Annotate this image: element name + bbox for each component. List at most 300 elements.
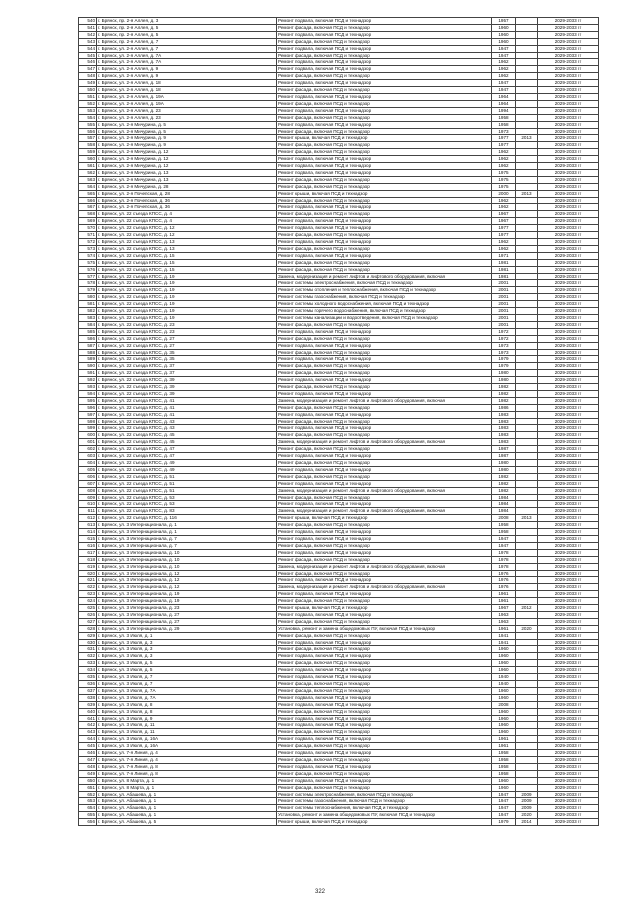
row-number: 608 <box>79 487 97 494</box>
address-cell: г. Брянск, ул. 22 съезда КПСС, д. 53 <box>97 494 277 501</box>
build-year-cell: 1975 <box>492 183 516 190</box>
build-year-cell: 1981 <box>492 266 516 273</box>
row-number: 629 <box>79 632 97 639</box>
address-cell: г. Брянск, ул. 3 Июля, д. 3 <box>97 646 277 653</box>
repair-period-cell: 2029-2033 гг <box>538 681 599 688</box>
work-type-cell: Ремонт подвала, включая ПСД и технадзор <box>277 722 492 729</box>
row-number: 548 <box>79 73 97 80</box>
row-number: 587 <box>79 342 97 349</box>
row-number: 560 <box>79 156 97 163</box>
last-repair-year-cell <box>516 142 538 149</box>
work-type-cell: Ремонт подвала, включая ПСД и технадзор <box>277 591 492 598</box>
table-row <box>79 259 599 266</box>
page-number: 322 <box>314 889 325 895</box>
build-year-cell: 1972 <box>492 335 516 342</box>
work-type-cell: Ремонт системы горячего водоснабжения, включая ПСД и технадзор <box>277 308 492 315</box>
build-year-cell: 1960 <box>492 715 516 722</box>
repair-period-cell: 2029-2033 гг <box>538 107 599 114</box>
last-repair-year-cell <box>516 128 538 135</box>
table-row <box>79 149 599 156</box>
address-cell: г. Брянск, ул. 2-я Аллея, д. 9 <box>97 66 277 73</box>
last-repair-year-cell <box>516 232 538 239</box>
table-row <box>79 729 599 736</box>
address-cell: г. Брянск, пр. 2-я Аллея, д. 5 <box>97 31 277 38</box>
repair-period-cell: 2029-2033 гг <box>538 515 599 522</box>
address-cell: г. Брянск, ул. 8 Марта, д. 1 <box>97 784 277 791</box>
table-row <box>79 245 599 252</box>
build-year-cell: 1947 <box>492 535 516 542</box>
table-row <box>79 473 599 480</box>
last-repair-year-cell <box>516 176 538 183</box>
address-cell: г. Брянск, ул. 2-я Аллея, д. 19А <box>97 100 277 107</box>
table-row <box>79 121 599 128</box>
repair-period-cell: 2029-2033 гг <box>538 425 599 432</box>
table-row <box>79 625 599 632</box>
build-year-cell: 1980 <box>492 466 516 473</box>
last-repair-year-cell <box>516 694 538 701</box>
work-type-cell: Ремонт подвала, включая ПСД и технадзор <box>277 425 492 432</box>
row-number: 620 <box>79 570 97 577</box>
work-type-cell: Ремонт фасада, включая ПСД и технадзор <box>277 384 492 391</box>
work-type-cell: Ремонт подвала, включая ПСД и технадзор <box>277 549 492 556</box>
address-cell: г. Брянск, ул. 3 Интернационала, д. 10 <box>97 549 277 556</box>
repair-period-cell: 2029-2033 гг <box>538 356 599 363</box>
build-year-cell: 1962 <box>492 163 516 170</box>
address-cell: г. Брянск, ул. 22 съезда КПСС, д. 47 <box>97 446 277 453</box>
row-number: 635 <box>79 674 97 681</box>
repair-period-cell: 2029-2033 гг <box>538 598 599 605</box>
build-year-cell: 1962 <box>492 245 516 252</box>
work-type-cell: Ремонт фасада, включая ПСД и технадзор <box>277 114 492 121</box>
row-number: 631 <box>79 646 97 653</box>
last-repair-year-cell <box>516 377 538 384</box>
row-number: 556 <box>79 128 97 135</box>
work-type-cell: Ремонт подвала, включая ПСД и технадзор <box>277 480 492 487</box>
row-number: 656 <box>79 819 97 826</box>
row-number: 555 <box>79 121 97 128</box>
repair-period-cell: 2029-2033 гг <box>538 660 599 667</box>
row-number: 636 <box>79 681 97 688</box>
repair-period-cell: 2029-2033 гг <box>538 163 599 170</box>
build-year-cell: 1947 <box>492 805 516 812</box>
repair-period-cell: 2029-2033 гг <box>538 259 599 266</box>
last-repair-year-cell <box>516 73 538 80</box>
row-number: 554 <box>79 114 97 121</box>
work-type-cell: Ремонт подвала, включая ПСД и технадзор <box>277 694 492 701</box>
last-repair-year-cell <box>516 487 538 494</box>
table-row <box>79 239 599 246</box>
build-year-cell: 2001 <box>492 280 516 287</box>
build-year-cell: 1976 <box>492 577 516 584</box>
repair-period-cell: 2029-2033 гг <box>538 577 599 584</box>
address-cell: г. Брянск, ул. 3 Июля, д. 7А <box>97 694 277 701</box>
repair-period-cell: 2029-2033 гг <box>538 611 599 618</box>
row-number: 613 <box>79 522 97 529</box>
row-number: 619 <box>79 563 97 570</box>
build-year-cell: 1947 <box>492 812 516 819</box>
address-cell: г. Брянск, ул. 3 Интернационала, д. 12 <box>97 577 277 584</box>
address-cell: г. Брянск, пр. 2-я Аллея, д. 5 <box>97 24 277 31</box>
last-repair-year-cell: 2014 <box>516 819 538 826</box>
build-year-cell: 1947 <box>492 45 516 52</box>
repair-period-cell: 2029-2033 гг <box>538 542 599 549</box>
build-year-cell: 1962 <box>492 59 516 66</box>
work-type-cell: Ремонт подвала, включая ПСД и технадзор <box>277 107 492 114</box>
build-year-cell: 1980 <box>492 370 516 377</box>
address-cell: г. Брянск, ул. 7-я Линия, д. 8 <box>97 763 277 770</box>
work-type-cell: Ремонт подвала, включая ПСД и технадзор <box>277 356 492 363</box>
row-number: 615 <box>79 535 97 542</box>
build-year-cell: 1979 <box>492 356 516 363</box>
work-type-cell: Ремонт фасада, включая ПСД и технадзор <box>277 446 492 453</box>
work-type-cell: Ремонт фасада, включая ПСД и технадзор <box>277 149 492 156</box>
table-row <box>79 487 599 494</box>
repair-period-cell: 2029-2033 гг <box>538 301 599 308</box>
work-type-cell: Ремонт подвала, включая ПСД и технадзор <box>277 535 492 542</box>
table-row <box>79 418 599 425</box>
work-type-cell: Ремонт фасада, включая ПСД и технадзор <box>277 687 492 694</box>
address-cell: г. Брянск, ул. 22 съезда КПСС, д. 45 <box>97 439 277 446</box>
build-year-cell: 1980 <box>492 377 516 384</box>
repair-period-cell: 2029-2033 гг <box>538 508 599 515</box>
address-cell: г. Брянск, ул. 3 Июля, д. 7А <box>97 687 277 694</box>
table-row <box>79 812 599 819</box>
repair-period-cell: 2029-2033 гг <box>538 480 599 487</box>
repair-period-cell: 2029-2033 гг <box>538 715 599 722</box>
repair-period-cell: 2029-2033 гг <box>538 273 599 280</box>
last-repair-year-cell <box>516 473 538 480</box>
table-row <box>79 93 599 100</box>
address-cell: г. Брянск, ул. Абашева, д. 5 <box>97 819 277 826</box>
repair-period-cell: 2029-2033 гг <box>538 93 599 100</box>
build-year-cell: 1962 <box>492 204 516 211</box>
table-row <box>79 404 599 411</box>
repair-period-cell: 2029-2033 гг <box>538 252 599 259</box>
build-year-cell: 2001 <box>492 308 516 315</box>
work-type-cell: Ремонт фасада, включая ПСД и технадзор <box>277 784 492 791</box>
repair-period-cell: 2029-2033 гг <box>538 446 599 453</box>
last-repair-year-cell <box>516 356 538 363</box>
build-year-cell: 1978 <box>492 549 516 556</box>
last-repair-year-cell <box>516 501 538 508</box>
repair-period-cell: 2029-2033 гг <box>538 321 599 328</box>
last-repair-year-cell <box>516 667 538 674</box>
work-type-cell: Ремонт подвала, включая ПСД и технадзор <box>277 763 492 770</box>
build-year-cell: 1960 <box>492 784 516 791</box>
row-number: 569 <box>79 218 97 225</box>
build-year-cell: 1958 <box>492 756 516 763</box>
address-cell: г. Брянск, ул. 22 съезда КПСС, д. 15 <box>97 252 277 259</box>
build-year-cell: 1962 <box>492 239 516 246</box>
repair-period-cell: 2029-2033 гг <box>538 266 599 273</box>
work-type-cell: Ремонт фасада, включая ПСД и технадзор <box>277 259 492 266</box>
repair-period-cell: 2029-2033 гг <box>538 169 599 176</box>
address-cell: г. Брянск, ул. 3 Июля, д. 16А <box>97 743 277 750</box>
row-number: 553 <box>79 107 97 114</box>
work-type-cell: Ремонт подвала, включая ПСД и технадзор <box>277 342 492 349</box>
work-type-cell: Ремонт подвала, включая ПСД и технадзор <box>277 59 492 66</box>
repair-period-cell: 2029-2033 гг <box>538 404 599 411</box>
last-repair-year-cell <box>516 466 538 473</box>
table-row <box>79 598 599 605</box>
table-row <box>79 805 599 812</box>
build-year-cell: 1973 <box>492 128 516 135</box>
last-repair-year-cell <box>516 701 538 708</box>
last-repair-year-cell <box>516 280 538 287</box>
table-row <box>79 798 599 805</box>
row-number: 644 <box>79 736 97 743</box>
table-row <box>79 763 599 770</box>
work-type-cell: Ремонт фасада, включая ПСД и технадзор <box>277 24 492 31</box>
last-repair-year-cell <box>516 59 538 66</box>
row-number: 625 <box>79 605 97 612</box>
row-number: 611 <box>79 508 97 515</box>
build-year-cell: 1960 <box>492 694 516 701</box>
build-year-cell: 1947 <box>492 52 516 59</box>
last-repair-year-cell <box>516 542 538 549</box>
address-cell: г. Брянск, ул. 22 съезда КПСС, д. 37 <box>97 363 277 370</box>
repair-period-cell: 2029-2033 гг <box>538 501 599 508</box>
table-row <box>79 687 599 694</box>
table-row <box>79 508 599 515</box>
row-number: 634 <box>79 667 97 674</box>
table-row <box>79 535 599 542</box>
table-row <box>79 632 599 639</box>
table-row <box>79 31 599 38</box>
last-repair-year-cell <box>516 38 538 45</box>
address-cell: г. Брянск, ул. 3 Интернационала, д. 19 <box>97 591 277 598</box>
row-number: 557 <box>79 135 97 142</box>
last-repair-year-cell <box>516 494 538 501</box>
row-number: 567 <box>79 204 97 211</box>
table-row <box>79 501 599 508</box>
table-row <box>79 301 599 308</box>
address-cell: г. Брянск, ул. 2-я Аллея, д. 23 <box>97 107 277 114</box>
work-type-cell: Ремонт фасада, включая ПСД и технадзор <box>277 570 492 577</box>
address-cell: г. Брянск, ул. 22 съезда КПСС, д. 41 <box>97 404 277 411</box>
address-cell: г. Брянск, ул. 22 съезда КПСС, д. 19 <box>97 314 277 321</box>
address-cell: г. Брянск, ул. 3 Интернационала, д. 12 <box>97 584 277 591</box>
row-number: 618 <box>79 556 97 563</box>
build-year-cell: 1984 <box>492 508 516 515</box>
repair-period-cell: 2029-2033 гг <box>538 239 599 246</box>
build-year-cell: 2001 <box>492 287 516 294</box>
table-row <box>79 411 599 418</box>
build-year-cell: 1981 <box>492 273 516 280</box>
last-repair-year-cell <box>516 335 538 342</box>
address-cell: г. Брянск, ул. 22 съезда КПСС, д. 15 <box>97 266 277 273</box>
address-cell: г. Брянск, ул. 22 съезда КПСС, д. 41 <box>97 397 277 404</box>
row-number: 607 <box>79 480 97 487</box>
repair-period-cell: 2029-2033 гг <box>538 722 599 729</box>
last-repair-year-cell <box>516 342 538 349</box>
address-cell: г. Брянск, ул. 22 съезда КПСС, д. 83 <box>97 508 277 515</box>
row-number: 602 <box>79 446 97 453</box>
table-row <box>79 190 599 197</box>
build-year-cell: 1947 <box>492 80 516 87</box>
last-repair-year-cell <box>516 750 538 757</box>
work-type-cell: Ремонт подвала, включая ПСД и технадзор <box>277 466 492 473</box>
build-year-cell: 1980 <box>492 460 516 467</box>
table-row <box>79 425 599 432</box>
repair-period-cell: 2029-2033 гг <box>538 114 599 121</box>
build-year-cell: 1982 <box>492 390 516 397</box>
work-type-cell: Ремонт подвала, включая ПСД и технадзор <box>277 169 492 176</box>
build-year-cell: 1987 <box>492 453 516 460</box>
address-cell: г. Брянск, ул. 2-я Почепская, д. 28 <box>97 190 277 197</box>
work-type-cell: Ремонт подвала, включая ПСД и технадзор <box>277 18 492 25</box>
address-cell: г. Брянск, ул. 7-я Линия, д. 4 <box>97 750 277 757</box>
row-number: 549 <box>79 80 97 87</box>
address-cell: г. Брянск, ул. 22 съезда КПСС, д. 51 <box>97 480 277 487</box>
build-year-cell: 1979 <box>492 363 516 370</box>
last-repair-year-cell <box>516 397 538 404</box>
build-year-cell: 1984 <box>492 501 516 508</box>
repair-period-cell: 2029-2033 гг <box>538 819 599 826</box>
last-repair-year-cell <box>516 770 538 777</box>
row-number: 552 <box>79 100 97 107</box>
work-type-cell: Ремонт подвала, включая ПСД и технадзор <box>277 66 492 73</box>
address-cell: г. Брянск, ул. 22 съезда КПСС, д. 43 <box>97 418 277 425</box>
address-cell: г. Брянск, ул. 22 съезда КПСС, д. 27 <box>97 342 277 349</box>
row-number: 561 <box>79 163 97 170</box>
work-type-cell: Ремонт фасада, включая ПСД и технадзор <box>277 52 492 59</box>
work-type-cell: Ремонт подвала, включая ПСД и технадзор <box>277 715 492 722</box>
address-cell: г. Брянск, ул. 2-я Мичурина, д. 28 <box>97 183 277 190</box>
address-cell: г. Брянск, ул. 3 Июля, д. 5 <box>97 660 277 667</box>
repair-period-cell: 2029-2033 гг <box>538 784 599 791</box>
address-cell: г. Брянск, ул. Абашева, д. 1 <box>97 798 277 805</box>
address-cell: г. Брянск, ул. 2-я Мичурина, д. 13 <box>97 176 277 183</box>
work-type-cell: Ремонт подвала, включая ПСД и технадзор <box>277 121 492 128</box>
last-repair-year-cell <box>516 556 538 563</box>
row-number: 568 <box>79 211 97 218</box>
table-row <box>79 335 599 342</box>
row-number: 596 <box>79 404 97 411</box>
last-repair-year-cell: 2020 <box>516 812 538 819</box>
build-year-cell: 1983 <box>492 425 516 432</box>
table-row <box>79 156 599 163</box>
last-repair-year-cell <box>516 584 538 591</box>
table-row <box>79 45 599 52</box>
last-repair-year-cell <box>516 660 538 667</box>
build-year-cell: 1977 <box>492 232 516 239</box>
address-cell: г. Брянск, ул. 22 съезда КПСС, д. 39 <box>97 384 277 391</box>
address-cell: г. Брянск, ул. 2-я Аллея, д. 19А <box>97 93 277 100</box>
last-repair-year-cell: 2013 <box>516 190 538 197</box>
build-year-cell: 1976 <box>492 570 516 577</box>
repair-period-cell: 2029-2033 гг <box>538 632 599 639</box>
table-row <box>79 204 599 211</box>
row-number: 571 <box>79 232 97 239</box>
repair-period-cell: 2029-2033 гг <box>538 377 599 384</box>
work-type-cell: Ремонт подвала, включая ПСД и технадзор <box>277 701 492 708</box>
table-row <box>79 770 599 777</box>
table-row <box>79 466 599 473</box>
row-number: 565 <box>79 190 97 197</box>
repair-period-cell: 2029-2033 гг <box>538 370 599 377</box>
table-row <box>79 280 599 287</box>
last-repair-year-cell <box>516 577 538 584</box>
work-type-cell: Ремонт подвала, включая ПСД и технадзор <box>277 639 492 646</box>
row-number: 601 <box>79 439 97 446</box>
build-year-cell: 1958 <box>492 763 516 770</box>
repair-period-cell: 2029-2033 гг <box>538 245 599 252</box>
table-row <box>79 100 599 107</box>
build-year-cell: 1960 <box>492 653 516 660</box>
address-cell: г. Брянск, ул. 3 Интернационала, д. 7 <box>97 542 277 549</box>
row-number: 579 <box>79 287 97 294</box>
repair-period-cell: 2029-2033 гг <box>538 701 599 708</box>
address-cell: г. Брянск, ул. 22 съезда КПСС, д. 15 <box>97 259 277 266</box>
table-row <box>79 273 599 280</box>
work-type-cell: Ремонт фасада, включая ПСД и технадзор <box>277 770 492 777</box>
address-cell: г. Брянск, ул. 22 съезда КПСС, д. 35 <box>97 356 277 363</box>
repair-period-cell: 2029-2033 гг <box>538 87 599 94</box>
last-repair-year-cell <box>516 121 538 128</box>
table-row <box>79 183 599 190</box>
last-repair-year-cell: 2020 <box>516 625 538 632</box>
address-cell: г. Брянск, ул. 2-я Аллея, д. 18 <box>97 80 277 87</box>
row-number: 651 <box>79 784 97 791</box>
address-cell: г. Брянск, ул. 22 съезда КПСС, д. 27 <box>97 335 277 342</box>
address-cell: г. Брянск, ул. 22 съезда КПСС, д. 53 <box>97 501 277 508</box>
address-cell: г. Брянск, ул. Абашева, д. 1 <box>97 791 277 798</box>
repair-period-cell: 2029-2033 гг <box>538 31 599 38</box>
work-type-cell: Ремонт фасада, включая ПСД и технадзор <box>277 87 492 94</box>
row-number: 577 <box>79 273 97 280</box>
work-type-cell: Ремонт подвала, включая ПСД и технадзор <box>277 390 492 397</box>
last-repair-year-cell <box>516 522 538 529</box>
repair-period-cell: 2029-2033 гг <box>538 183 599 190</box>
row-number: 550 <box>79 87 97 94</box>
address-cell: г. Брянск, ул. Абашева, д. 1 <box>97 812 277 819</box>
build-year-cell: 1977 <box>492 142 516 149</box>
address-cell: г. Брянск, ул. 3 Июля, д. 7 <box>97 674 277 681</box>
repair-period-cell: 2029-2033 гг <box>538 466 599 473</box>
last-repair-year-cell <box>516 245 538 252</box>
repair-period-cell: 2029-2033 гг <box>538 439 599 446</box>
repair-period-cell: 2029-2033 гг <box>538 156 599 163</box>
table-row <box>79 542 599 549</box>
row-number: 559 <box>79 149 97 156</box>
build-year-cell: 1983 <box>492 432 516 439</box>
last-repair-year-cell <box>516 460 538 467</box>
address-cell: г. Брянск, ул. 2-я Аллея, д. 7А <box>97 59 277 66</box>
last-repair-year-cell <box>516 653 538 660</box>
address-cell: г. Брянск, ул. 2-я Аллея, д. 9 <box>97 73 277 80</box>
repair-period-cell: 2029-2033 гг <box>538 522 599 529</box>
table-row <box>79 591 599 598</box>
work-type-cell: Ремонт системы газоснабжения, включая ПСД и технадзор <box>277 798 492 805</box>
work-type-cell: Ремонт фасада, включая ПСД и технадзор <box>277 729 492 736</box>
repair-period-cell: 2029-2033 гг <box>538 384 599 391</box>
repair-period-cell: 2029-2033 гг <box>538 777 599 784</box>
row-number: 654 <box>79 805 97 812</box>
repair-period-cell: 2029-2033 гг <box>538 432 599 439</box>
table-row <box>79 169 599 176</box>
repair-period-cell: 2029-2033 гг <box>538 280 599 287</box>
work-type-cell: Установка, ремонт и замена общедомовых ПУ, включая ПСД и технадзор <box>277 812 492 819</box>
table-row <box>79 390 599 397</box>
table-row <box>79 494 599 501</box>
row-number: 630 <box>79 639 97 646</box>
address-cell: г. Брянск, ул. 3 Июля, д. 3 <box>97 639 277 646</box>
table-row <box>79 522 599 529</box>
row-number: 640 <box>79 708 97 715</box>
work-type-cell: Ремонт подвала, включая ПСД и технадзор <box>277 239 492 246</box>
last-repair-year-cell <box>516 674 538 681</box>
